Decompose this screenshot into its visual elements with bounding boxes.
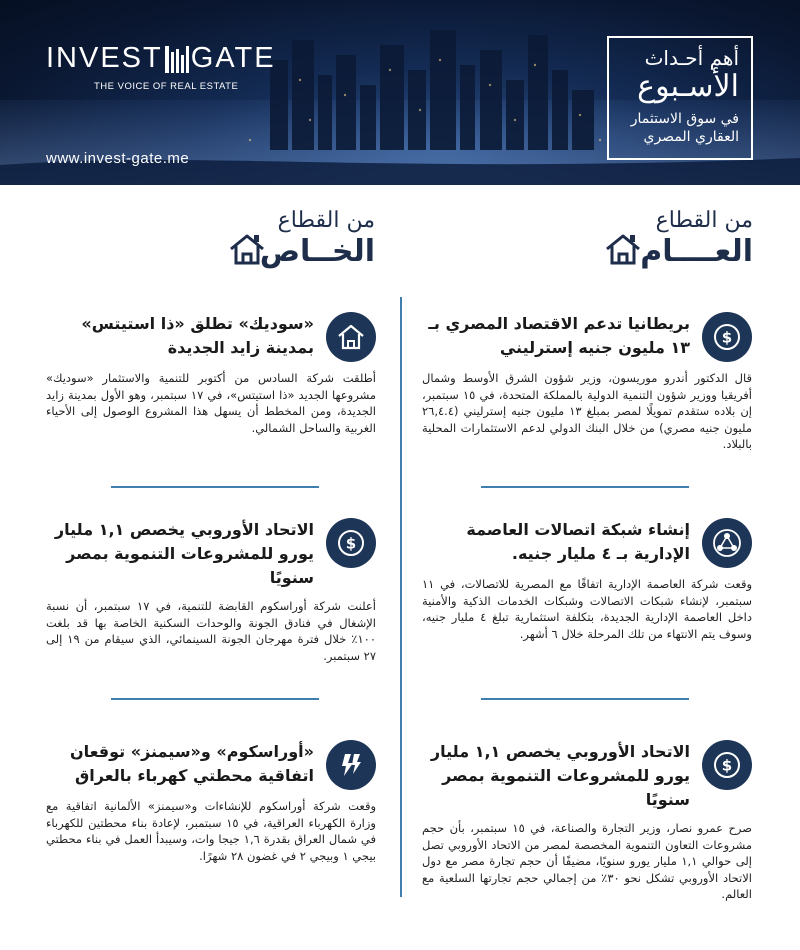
investgate-logo[interactable] bbox=[46, 42, 276, 92]
item-divider bbox=[111, 698, 319, 700]
news-item bbox=[422, 740, 752, 903]
news-body: أطلقت شركة السادس من أكتوبر للتنمية والاستثمار «سوديك» مشروعها الجديد «ذا استيتس»، في ١٧ سبتمبر، وهو الأول بمدينة زايد الجديدة، ومن المخطط أن يسهل هذا المشروع الوصول إلى الأحياء الغربية والساحل الشمالي. bbox=[46, 371, 376, 435]
logo-text-gate: GATE bbox=[190, 42, 276, 74]
network-icon bbox=[702, 518, 752, 568]
news-body: وقعت شركة أوراسكوم للإنشاءات و«سيمنز» الألمانية اتفاقية مع وزارة الكهرباء العراقية، في ١٥ سبتمبر، لإعادة بناء محطتين للكهرباء في شمال العراق بقدرة ١,٦ جيجا وات، وسيبدأ العمل في بناء محطتي بيجي ١ وبيجي ٢ في غضون ٢٨ شهرًا. bbox=[46, 799, 376, 863]
news-body: أعلنت شركة أوراسكوم القابضة للتنمية، في ١٧ سبتمبر، أن نسبة الإشغال في فنادق الجونة والوحدات السكنية الخاصة بها قد بلغت ١٠٠٪ خلال فترة مهرجان الجونة السينمائي، الذي سيقام من ١٩ إلى ٢٧ سبتمبر. bbox=[46, 599, 376, 663]
item-divider bbox=[481, 698, 689, 700]
private-sector-heading bbox=[175, 208, 375, 270]
svg-text:$: $ bbox=[345, 534, 357, 553]
logo-tagline: THE VOICE OF REAL ESTATE bbox=[94, 81, 239, 92]
svg-text:$: $ bbox=[721, 328, 733, 347]
news-headline: بريطانيا تدعم الاقتصاد المصري بـ ١٣ مليون جنيه إسترليني bbox=[428, 314, 690, 357]
news-headline: الاتحاد الأوروبي يخصص ١,١ مليار يورو للمشروعات التنموية بمصر سنويًا bbox=[430, 742, 690, 809]
website-url[interactable]: www.invest-gate.me bbox=[46, 150, 190, 167]
dollar-icon bbox=[702, 312, 752, 362]
title-line-1: أهم أحـداث bbox=[644, 46, 739, 70]
news-headline: إنشاء شبكة اتصالات العاصمة الإدارية بـ ٤ مليار جنيه. bbox=[466, 520, 690, 563]
title-line-2: الأسـبوع bbox=[637, 69, 739, 104]
title-line-3: في سوق الاستثمار bbox=[630, 111, 739, 127]
item-divider bbox=[481, 486, 689, 488]
svg-text:$: $ bbox=[721, 756, 733, 775]
news-item bbox=[46, 518, 376, 664]
logo-gate-icon bbox=[164, 44, 190, 74]
lightning-icon bbox=[326, 740, 376, 790]
news-body: صرح عمرو نصار، وزير التجارة والصناعة، في ١٥ سبتمبر، بأن حجم مشروعات التعاون التنموية المخصصة لمصر من الاتحاد الأوروبي تصل إلى حوالي ١,١ مليار يورو سنويًا، مضيفًا أن حجم تجارة مصر مع دول الاتحاد الأوروبي تشكل نحو ٣٠٪ من إجمالي حجم تجارتها السلعية مع العالم. bbox=[422, 821, 752, 901]
public-sector-heading bbox=[553, 208, 753, 270]
logo-text-invest: INVEST bbox=[46, 42, 163, 74]
dollar-icon bbox=[326, 518, 376, 568]
public-house-icon bbox=[604, 232, 642, 266]
news-item bbox=[422, 518, 752, 642]
item-divider bbox=[111, 486, 319, 488]
news-item bbox=[46, 740, 376, 864]
week-highlights-title-box bbox=[607, 36, 753, 160]
news-body: قال الدكتور أندرو موريسون، وزير شؤون الشرق الأوسط وشمال أفريقيا ووزير شؤون التنمية الدولية بالمملكة المتحدة، في ١٥ سبتمبر، إن بلاده ستقدم تمويلًا لمصر بمبلغ ١٣ مليون جنيه إسترليني (٢٦,٤.٤ مليون جنيه مصري) من خلال البنك الدولي لدعم الاستثمارات المحلية بالبلاد. bbox=[422, 371, 753, 451]
private-sector-line2: الخــاص bbox=[259, 234, 375, 269]
news-item bbox=[422, 312, 752, 453]
public-sector-line1: من القطاع bbox=[655, 208, 753, 233]
news-headline: الاتحاد الأوروبي يخصص ١,١ مليار يورو للمشروعات التنموية بمصر سنويًا bbox=[54, 520, 314, 587]
news-body: وقعت شركة العاصمة الإدارية اتفاقًا مع المصرية للاتصالات، في ١١ سبتمبر، لإنشاء شبكات الاتصالات وشبكات الخدمات الذكية والأمنية داخل العاصمة الإدارية الجديدة، بتكلفة استثمارية تبلغ ٤ مليار جنيه، وسوف يتم الانتهاء من تلك المرحلة خلال ٦ أشهر. bbox=[422, 577, 753, 641]
house-icon bbox=[326, 312, 376, 362]
column-divider bbox=[400, 297, 402, 897]
private-sector-line1: من القطاع bbox=[277, 208, 375, 233]
news-headline: «أوراسكوم» و«سيمنز» توقعان اتفاقية محطتي كهرباء بالعراق bbox=[69, 742, 314, 785]
private-house-icon bbox=[228, 232, 266, 266]
news-headline: «سوديك» تطلق «ذا استيتس» بمدينة زايد الجديدة bbox=[81, 314, 314, 357]
title-line-4: العقاري المصري bbox=[643, 129, 739, 145]
news-item bbox=[46, 312, 376, 436]
dollar-icon bbox=[702, 740, 752, 790]
public-sector-line2: العــــام bbox=[640, 234, 753, 269]
header-banner bbox=[0, 0, 800, 185]
